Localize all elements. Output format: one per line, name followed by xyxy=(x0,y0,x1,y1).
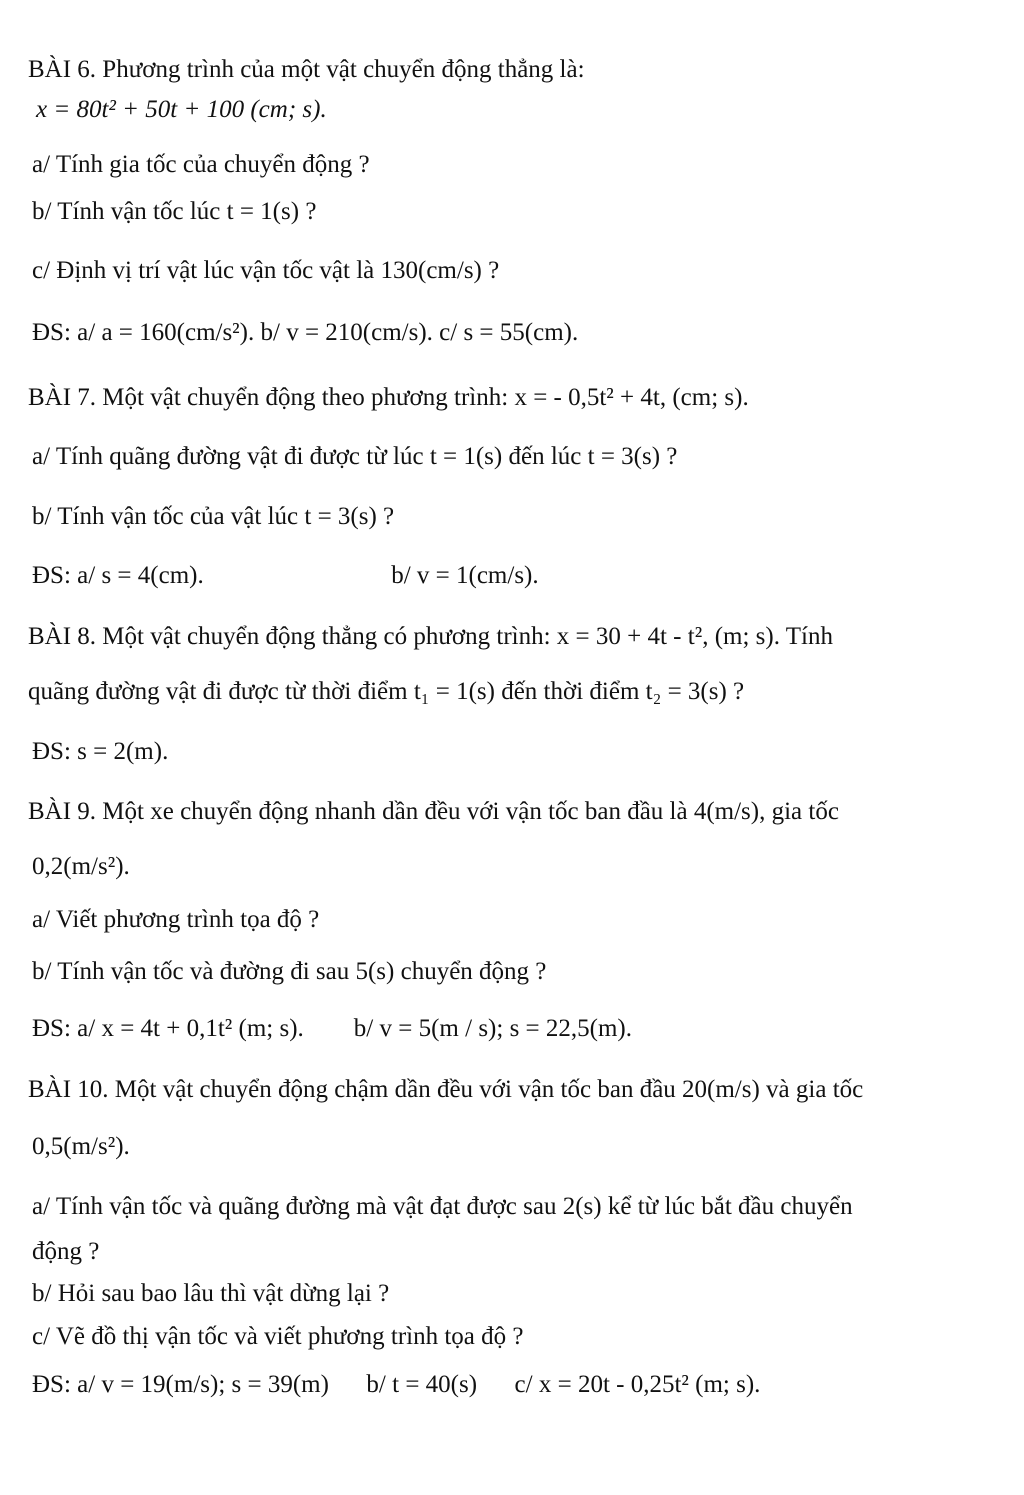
bai6-question-b: b/ Tính vận tốc lúc t = 1(s) ? xyxy=(32,198,317,225)
bai6-equation: x = 80t² + 50t + 100 (cm; s). xyxy=(36,96,327,123)
bai9-acceleration: 0,2(m/s²). xyxy=(32,853,130,880)
bai10-title: BÀI 10. Một vật chuyển động chậm dần đều với vận tốc ban đầu 20(m/s) và gia tốc xyxy=(28,1076,864,1103)
bai7-title: BÀI 7. Một vật chuyển động theo phương trình: x = - 0,5t² + 4t, (cm; s). xyxy=(28,384,749,411)
bai8-title: BÀI 8. Một vật chuyển động thẳng có phương trình: x = 30 + 4t - t², (m; s). Tính xyxy=(28,623,833,650)
bai7-question-a: a/ Tính quãng đường vật đi được từ lúc t = 1(s) đến lúc t = 3(s) ? xyxy=(32,443,678,470)
bai6-question-c: c/ Định vị trí vật lúc vận tốc vật là 130(cm/s) ? xyxy=(32,257,500,284)
bai6-answer: ĐS: a/ a = 160(cm/s²). b/ v = 210(cm/s). c/ s = 55(cm). xyxy=(32,319,579,346)
bai8-question: quãng đường vật đi được từ thời điểm t₁ = 1(s) đến thời điểm t₂ = 3(s) ? xyxy=(28,678,745,705)
bai10-question-b: b/ Hỏi sau bao lâu thì vật dừng lại ? xyxy=(32,1280,390,1307)
bai6-question-a: a/ Tính gia tốc của chuyển động ? xyxy=(32,151,370,178)
bai9-question-a: a/ Viết phương trình tọa độ ? xyxy=(32,906,320,933)
bai9-answer: ĐS: a/ x = 4t + 0,1t² (m; s). b/ v = 5(m / s); s = 22,5(m). xyxy=(32,1015,632,1042)
bai6-title: BÀI 6. Phương trình của một vật chuyển động thẳng là: xyxy=(28,56,585,83)
bai8-answer: ĐS: s = 2(m). xyxy=(32,738,169,765)
bai7-question-b: b/ Tính vận tốc của vật lúc t = 3(s) ? xyxy=(32,503,395,530)
bai10-question-a-cont: động ? xyxy=(32,1238,100,1265)
bai9-title: BÀI 9. Một xe chuyển động nhanh dần đều với vận tốc ban đầu là 4(m/s), gia tốc xyxy=(28,798,839,825)
bai10-answer: ĐS: a/ v = 19(m/s); s = 39(m) b/ t = 40(s) c/ x = 20t - 0,25t² (m; s). xyxy=(32,1371,761,1398)
bai9-question-b: b/ Tính vận tốc và đường đi sau 5(s) chuyển động ? xyxy=(32,958,547,985)
bai10-question-a: a/ Tính vận tốc và quãng đường mà vật đạt được sau 2(s) kể từ lúc bắt đầu chuyển xyxy=(32,1193,853,1220)
bai10-acceleration: 0,5(m/s²). xyxy=(32,1133,130,1160)
bai10-question-c: c/ Vẽ đồ thị vận tốc và viết phương trình tọa độ ? xyxy=(32,1323,524,1350)
bai7-answer: ĐS: a/ s = 4(cm). b/ v = 1(cm/s). xyxy=(32,562,539,589)
